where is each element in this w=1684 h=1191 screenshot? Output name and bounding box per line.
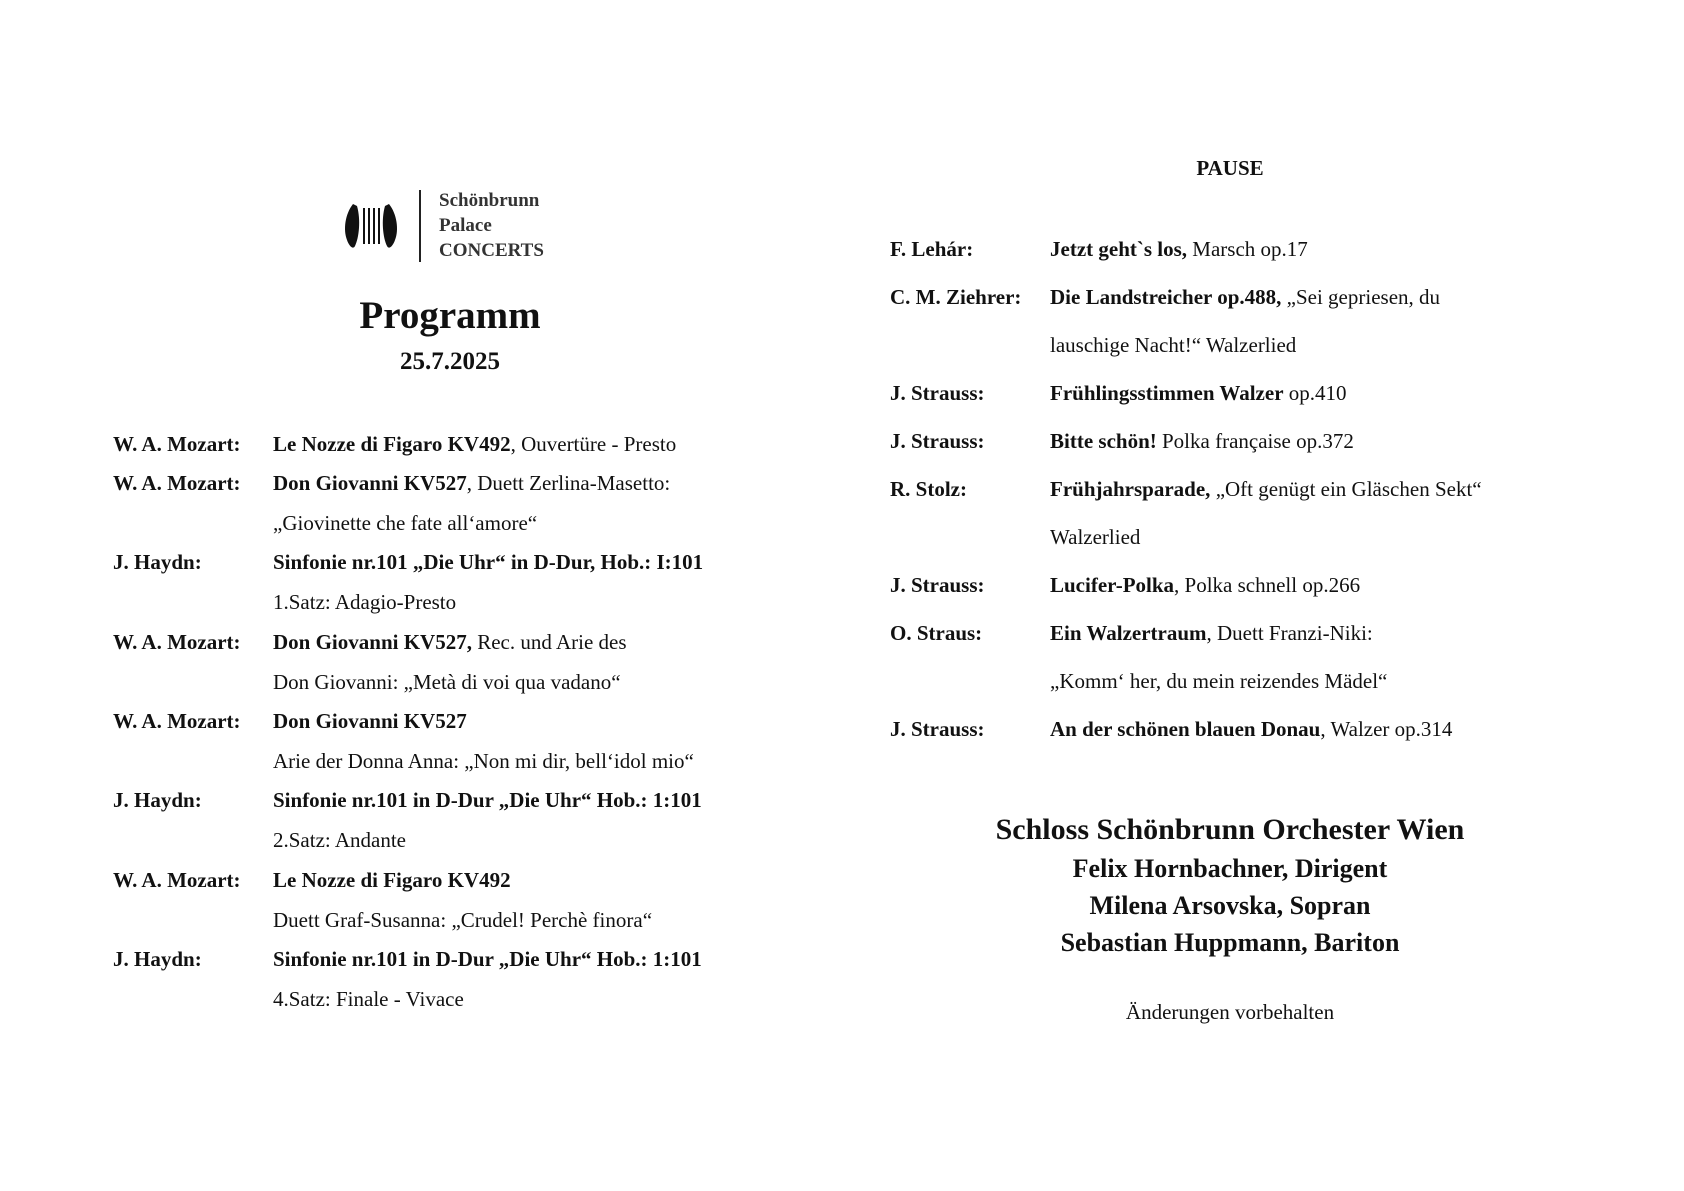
program-work-detail: , Polka schnell op.266 xyxy=(1174,573,1361,597)
program-work xyxy=(273,947,702,972)
program-work xyxy=(273,432,676,457)
program-work-continuation: Don Giovanni: „Metà di voi qua vadano“ xyxy=(273,670,621,694)
conductor: Felix Hornbachner, Dirigent xyxy=(1072,854,1388,883)
program-work-title: Don Giovanni KV527 xyxy=(273,709,467,733)
program-work-title: Le Nozze di Figaro KV492 xyxy=(273,432,511,456)
program-work-title: Sinfonie nr.101 in D-Dur „Die Uhr“ Hob.: 1:101 xyxy=(273,788,702,812)
program-work-detail: „Oft genügt ein Gläschen Sekt“ xyxy=(1210,477,1482,501)
program-work-title: Ein Walzertraum xyxy=(1050,621,1207,645)
program-composer: O. Straus: xyxy=(890,621,983,645)
program-work-continuation: 2.Satz: Andante xyxy=(273,828,406,852)
credits xyxy=(900,810,1560,961)
program-work-title: Le Nozze di Figaro KV492 xyxy=(273,868,511,892)
program-work xyxy=(1050,381,1347,406)
program-work xyxy=(1050,717,1452,742)
program-composer: J. Strauss: xyxy=(890,429,985,453)
program-work-continuation: lauschige Nacht!“ Walzerlied xyxy=(1050,333,1297,357)
program-composer: W. A. Mozart: xyxy=(113,630,241,654)
orchestra-name: Schloss Schönbrunn Orchester Wien xyxy=(995,813,1465,846)
program-work xyxy=(273,709,467,734)
program-work xyxy=(1050,237,1308,262)
program-date: 25.7.2025 xyxy=(400,348,500,375)
program-composer: C. M. Ziehrer: xyxy=(890,285,1022,309)
program-work xyxy=(1050,573,1360,598)
program-composer: J. Strauss: xyxy=(890,381,985,405)
program-work xyxy=(273,471,670,496)
program-work xyxy=(273,788,702,813)
program-work-title: Frühlingsstimmen Walzer xyxy=(1050,381,1284,405)
program-work-detail: „Sei gepriesen, du xyxy=(1281,285,1441,309)
logo-wordmark xyxy=(439,188,544,263)
program-work-continuation: „Komm‘ her, du mein reizendes Mädel“ xyxy=(1050,669,1388,693)
program-work xyxy=(1050,285,1440,310)
program-work-continuation: Arie der Donna Anna: „Non mi dir, bell‘idol mio“ xyxy=(273,749,694,773)
program-composer: J. Strauss: xyxy=(890,717,985,741)
logo-line-3: CONCERTS xyxy=(439,240,544,261)
pause-heading: PAUSE xyxy=(1196,156,1264,180)
program-work xyxy=(1050,429,1354,454)
program-work xyxy=(1050,477,1482,502)
baritone: Sebastian Huppmann, Bariton xyxy=(1060,928,1400,957)
program-composer: W. A. Mozart: xyxy=(113,471,241,495)
program-composer: W. A. Mozart: xyxy=(113,709,241,733)
program-work-detail: , Ouvertüre - Presto xyxy=(510,432,677,456)
program-work-detail: , Duett Zerlina-Masetto: xyxy=(466,471,671,495)
program-work-detail: Rec. und Arie des xyxy=(471,630,627,654)
program-work xyxy=(1050,621,1373,646)
program-work-title: Don Giovanni KV527 xyxy=(273,471,467,495)
program-work-detail: Polka française op.372 xyxy=(1156,429,1354,453)
program-work-detail: Marsch op.17 xyxy=(1187,237,1308,261)
program-work-continuation: „Giovinette che fate all‘amore“ xyxy=(273,511,538,535)
soprano: Milena Arsovska, Sopran xyxy=(1089,891,1371,920)
program-work-detail: , Duett Franzi-Niki: xyxy=(1206,621,1373,645)
program-work-continuation: 4.Satz: Finale - Vivace xyxy=(273,987,464,1011)
program-work-title: Bitte schön! xyxy=(1050,429,1157,453)
program-composer: J. Haydn: xyxy=(113,947,202,971)
program-work xyxy=(273,550,703,575)
program-work-title: Lucifer-Polka xyxy=(1050,573,1175,597)
program-work-continuation: Duett Graf-Susanna: „Crudel! Perchè finora“ xyxy=(273,908,653,932)
concert-logo xyxy=(343,188,544,263)
program-work xyxy=(273,868,511,893)
program-composer: W. A. Mozart: xyxy=(113,432,241,456)
program-work-detail: , Walzer op.314 xyxy=(1320,717,1453,741)
changes-note: Änderungen vorbehalten xyxy=(1125,1000,1335,1024)
program-work-title: Frühjahrsparade, xyxy=(1050,477,1211,501)
program-composer: W. A. Mozart: xyxy=(113,868,241,892)
program-work-title: Die Landstreicher op.488, xyxy=(1050,285,1282,309)
program-composer: J. Haydn: xyxy=(113,550,202,574)
program-work-title: Don Giovanni KV527, xyxy=(273,630,472,654)
logo-divider xyxy=(419,190,421,262)
program-work-title: An der schönen blauen Donau xyxy=(1050,717,1321,741)
program-composer: J. Strauss: xyxy=(890,573,985,597)
orchestra-logo-icon xyxy=(343,200,399,252)
program-work-detail: op.410 xyxy=(1283,381,1347,405)
program-work-continuation: 1.Satz: Adagio-Presto xyxy=(273,590,457,614)
program-composer: R. Stolz: xyxy=(890,477,967,501)
program-work-continuation: Walzerlied xyxy=(1050,525,1141,549)
logo-line-1: Schönbrunn xyxy=(439,190,540,211)
program-work-title: Jetzt geht`s los, xyxy=(1050,237,1188,261)
program-composer: J. Haydn: xyxy=(113,788,202,812)
program-work xyxy=(273,630,627,655)
program-work-title: Sinfonie nr.101 „Die Uhr“ in D-Dur, Hob.: I:101 xyxy=(273,550,704,574)
program-work-title: Sinfonie nr.101 in D-Dur „Die Uhr“ Hob.: 1:101 xyxy=(273,947,702,971)
program-title: Programm xyxy=(359,294,541,337)
logo-line-2: Palace xyxy=(439,215,492,236)
program-composer: F. Lehár: xyxy=(890,237,974,261)
